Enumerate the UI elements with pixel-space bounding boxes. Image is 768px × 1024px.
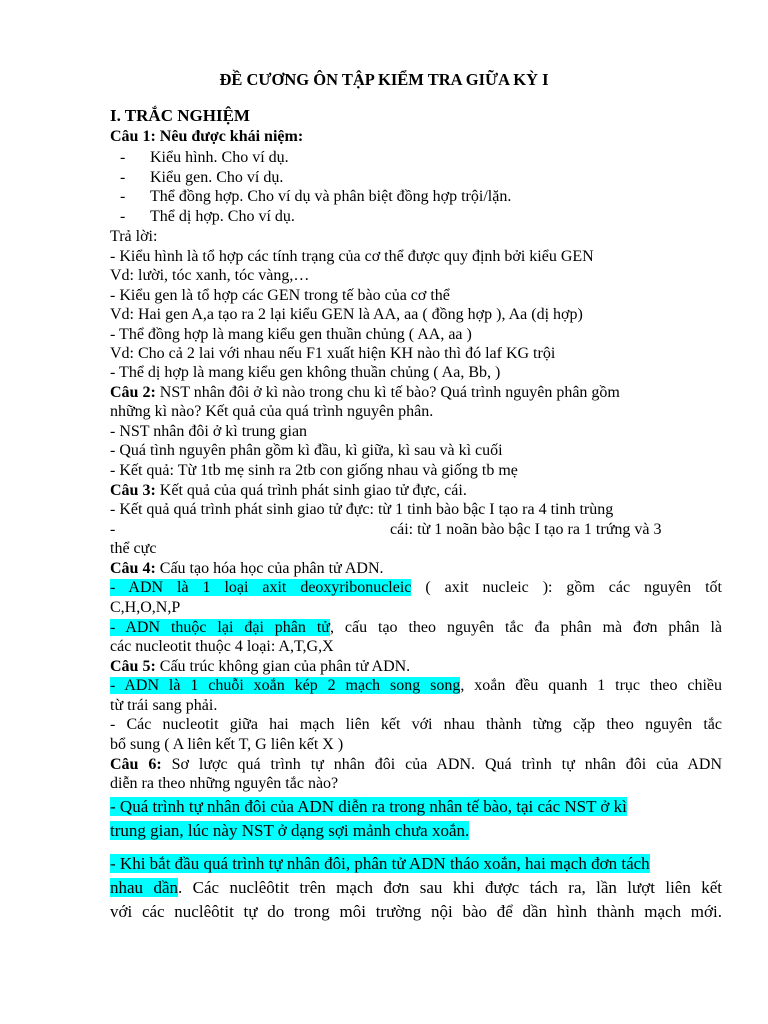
answer-line: các nucleotit thuộc 4 loại: A,T,G,X [110, 638, 334, 655]
answer-line [110, 820, 469, 842]
highlight: - Khi bắt đầu quá trình tự nhân đôi, phân tử ADN tháo xoắn, hai mạch đơn tách [110, 854, 650, 873]
answer-line: - Các nucleotit giữa hai mạch liên kết với nhau thành từng cặp theo nguyên tắc [110, 716, 722, 733]
answer-line: - Kết quả quá trình phát sinh giao tử đực: từ 1 tinh bào bậc I tạo ra 4 tinh trùng [110, 501, 614, 518]
answer-line: với các nuclêôtit tự do trong môi trường nội bào để dần hình thành mạch mới. [110, 902, 722, 921]
highlight: - ADN là 1 chuỗi xoắn kép 2 mạch song song [110, 677, 461, 694]
highlight: - Quá trình tự nhân đôi của ADN diễn ra trong nhân tế bào, tại các NST ở kì [110, 797, 627, 816]
answer-line: - ADN là 1 loại axit deoxyribonucleic ( axit nucleic ): gồm các nguyên tốt [110, 579, 722, 596]
list-item: - Thể dị hợp. Cho ví dụ. [120, 208, 295, 225]
section-heading: I. TRẮC NGHIỆM [110, 106, 250, 125]
answer-line: cái: từ 1 noãn bào bậc I tạo ra 1 trứng và 3 [390, 521, 662, 538]
answer-line: - Thể đồng hợp là mang kiểu gen thuần chủng ( AA, aa ) [110, 326, 472, 343]
answer-line: - NST nhân đôi ở kì trung gian [110, 423, 308, 440]
answer-line: - Thể dị hợp là mang kiểu gen không thuần chủng ( Aa, Bb, ) [110, 364, 501, 381]
answer-line: bổ sung ( A liên kết T, G liên kết X ) [110, 736, 344, 753]
question-6: Câu 6: Sơ lược quá trình tự nhân đôi của ADN. Quá trình tự nhân đôi của ADN [110, 756, 723, 773]
list-item: - Thể đồng hợp. Cho ví dụ và phân biệt đồng hợp trội/lặn. [120, 188, 512, 205]
answer-line: Vd: Cho cả 2 lai với nhau nếu F1 xuất hiện KH nào thì đó laf KG trội [110, 345, 556, 362]
highlight: nhau dần [110, 878, 178, 897]
question-4: Câu 4: Cấu tạo hóa học của phân tử ADN. [110, 560, 384, 577]
answer-line: Vd: Hai gen A,a tạo ra 2 lại kiểu GEN là AA, aa ( đồng hợp ), Aa (dị hợp) [110, 306, 583, 323]
answer-line [110, 796, 627, 818]
answer-dash: - [110, 521, 116, 538]
highlight: trung gian, lúc này NST ở dạng sợi mảnh chưa xoắn. [110, 821, 470, 840]
question-text: những kì nào? Kết quả của quá trình nguyên phân. [110, 403, 434, 420]
answer-line: nhau dần. Các nuclêôtit trên mạch đơn sau khi được tách ra, lần lượt liên kết [110, 878, 723, 897]
answer-line: - ADN thuộc lại đại phân tử, cấu tạo theo nguyên tắc đa phân mà đơn phân là [110, 619, 722, 636]
list-item: - Kiểu hình. Cho ví dụ. [120, 149, 289, 166]
answer-line: từ trái sang phải. [110, 697, 218, 714]
answer-line: Vd: lười, tóc xanh, tóc vàng,… [110, 267, 310, 284]
highlight: - ADN là 1 loại axit deoxyribonucleic [110, 579, 412, 596]
question-text: diễn ra theo những nguyên tắc nào? [110, 775, 339, 792]
answer-line: - ADN là 1 chuỗi xoắn kép 2 mạch song song, xoắn đều quanh 1 trục theo chiều [110, 677, 723, 694]
answer-line: - Kết quả: Từ 1tb mẹ sinh ra 2tb con giống nhau và giống tb mẹ [110, 462, 518, 479]
question-2: Câu 2: NST nhân đôi ở kì nào trong chu kì tế bào? Quá trình nguyên phân gồm [110, 384, 620, 401]
document-title: ĐỀ CƯƠNG ÔN TẬP KIỂM TRA GIỮA KỲ I [219, 70, 549, 89]
answer-line: C,H,O,N,P [110, 599, 181, 616]
question-3: Câu 3: Kết quả của quá trình phát sinh giao tử đực, cái. [110, 482, 467, 499]
answer-label: Trả lời: [110, 228, 158, 245]
answer-line: thể cực [110, 540, 157, 557]
answer-line: - Quá tình nguyên phân gồm kì đầu, kì giữa, kì sau và kì cuối [110, 442, 503, 459]
answer-line: - Kiểu hình là tổ hợp các tính trạng của cơ thể được quy định bởi kiểu GEN [110, 248, 594, 265]
highlight: - ADN thuộc lại đại phân tử [110, 619, 330, 636]
question-1: Câu 1: Nêu được khái niệm: [110, 128, 304, 145]
question-5: Câu 5: Cấu trúc không gian của phân tử ADN. [110, 658, 411, 675]
answer-line: - Kiểu gen là tổ hợp các GEN trong tế bào của cơ thể [110, 287, 450, 304]
list-item: - Kiểu gen. Cho ví dụ. [120, 169, 284, 186]
answer-line [110, 853, 650, 875]
